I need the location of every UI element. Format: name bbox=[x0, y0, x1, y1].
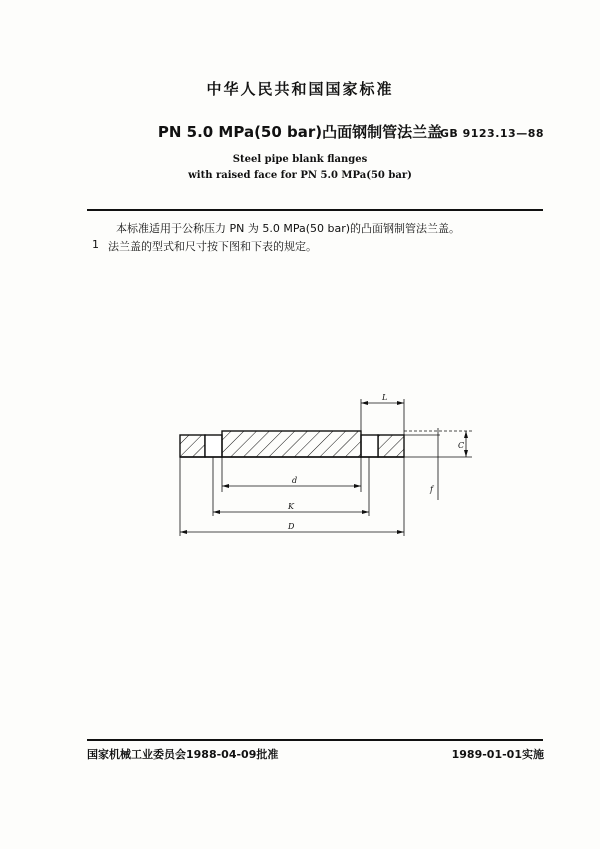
dimension-arrows bbox=[180, 401, 468, 534]
label-d: d bbox=[292, 476, 298, 485]
footer-divider bbox=[87, 739, 543, 741]
english-title-line-2: with raised face for PN 5.0 MPa(50 bar) bbox=[188, 170, 412, 181]
right-flange-section bbox=[378, 435, 404, 457]
implementation-date: 1989-01-01实施 bbox=[451, 748, 544, 761]
label-C: C bbox=[458, 441, 465, 450]
standard-org-header: 中华人民共和国国家标准 bbox=[206, 80, 394, 98]
label-L: L bbox=[382, 393, 388, 402]
clause-text: 法兰盖的型式和尺寸按下图和下表的规定。 bbox=[108, 240, 317, 253]
scope-paragraph: 本标准适用于公称压力 PN 为 5.0 MPa(50 bar)的凸面钢制管法兰盖。 bbox=[116, 222, 461, 235]
label-D: D bbox=[288, 522, 295, 531]
label-K: K bbox=[288, 502, 294, 511]
left-flange-section bbox=[180, 435, 205, 457]
flange-section bbox=[180, 431, 404, 457]
clause-number: 1 bbox=[92, 238, 99, 251]
english-title-line-1: Steel pipe blank flanges bbox=[232, 154, 368, 165]
dimension-lines bbox=[180, 399, 472, 536]
raised-face-section bbox=[222, 431, 361, 457]
right-bolt-hole bbox=[361, 435, 378, 457]
page-title: PN 5.0 MPa(50 bar)凸面钢制管法兰盖 bbox=[157, 123, 443, 141]
left-bolt-hole bbox=[205, 435, 222, 457]
label-f: f bbox=[430, 485, 433, 494]
standard-number: GB 9123.13—88 bbox=[439, 127, 544, 140]
approval-note: 国家机械工业委员会1988-04-09批准 bbox=[87, 748, 279, 761]
